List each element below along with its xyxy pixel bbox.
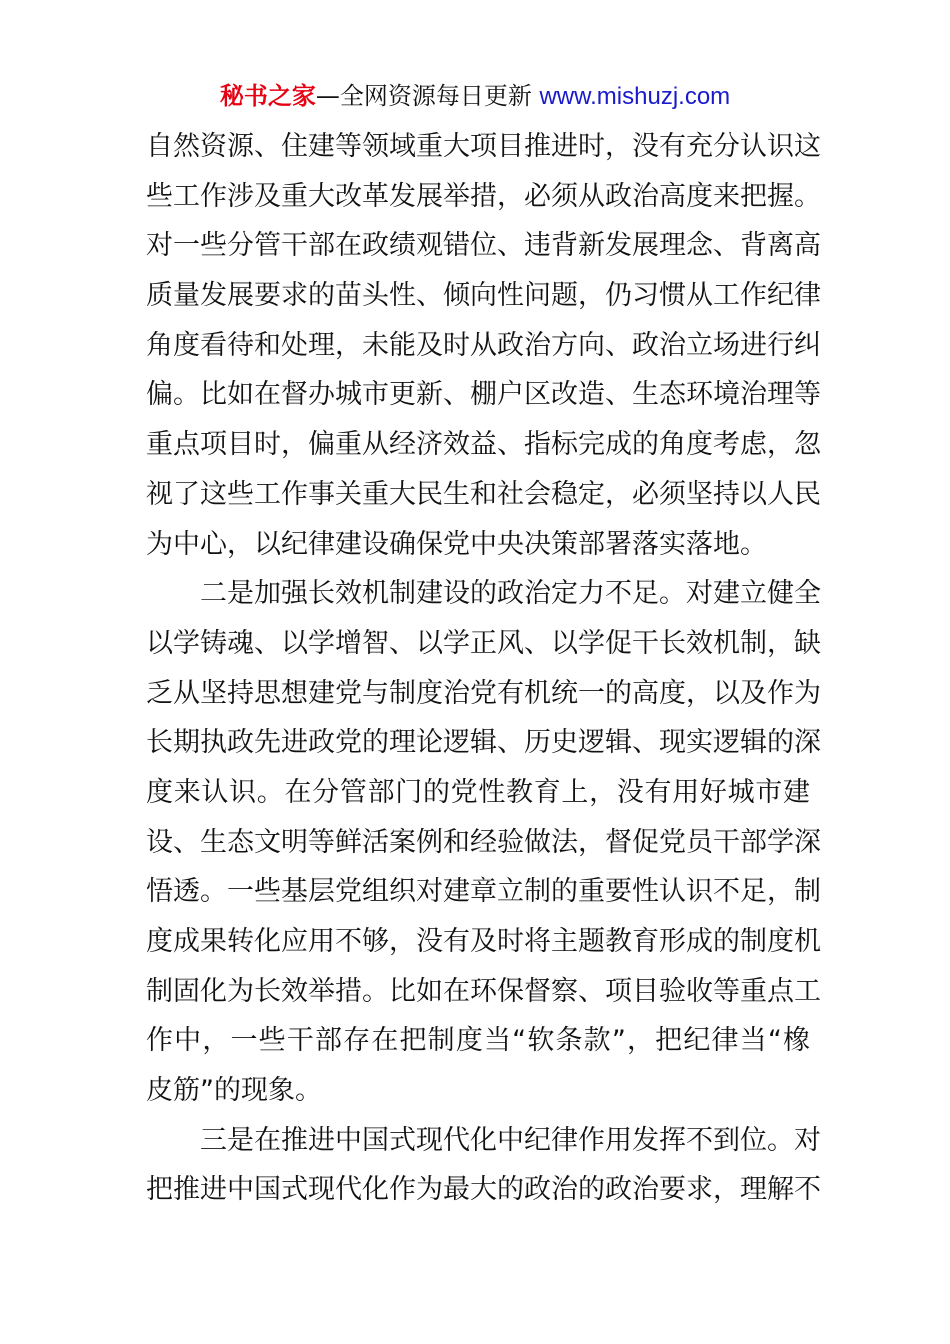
site-tagline: —全网资源每日更新 — [315, 82, 540, 110]
text-line: 为中心，以纪律建设确保党中央决策部署落实落地。 — [146, 528, 767, 560]
text-line: 设、生态文明等鲜活案例和经验做法，督促党员干部学深 — [146, 826, 821, 858]
text-line: 悟透。一些基层党组织对建章立制的重要性认识不足，制 — [146, 876, 821, 908]
text-line: 制固化为长效举措。比如在环保督察、项目验收等重点工 — [146, 975, 821, 1007]
text-line: 皮筋”的现象。 — [146, 1075, 322, 1107]
text-line: 以学铸魂、以学增智、以学正风、以学促干长效机制，缺 — [146, 627, 821, 659]
document-body — [146, 122, 821, 1215]
text-line: 视了这些工作事关重大民生和社会稳定，必须坚持以人民 — [146, 478, 821, 510]
site-brand: 秘书之家 — [219, 82, 316, 110]
site-url[interactable]: www.mishuzj.com — [539, 83, 731, 110]
text-line: 二是加强长效机制建设的政治定力不足。对建立健全 — [200, 578, 821, 610]
text-line: 度来认识。在分管部门的党性教育上，没有用好城市建 — [146, 776, 810, 808]
text-line: 偏。比如在督办城市更新、棚户区改造、生态环境治理等 — [146, 379, 821, 411]
text-line: 作中，一些干部存在把制度当“软条款”，把纪律当“橡 — [146, 1025, 810, 1057]
text-line: 重点项目时，偏重从经济效益、指标完成的角度考虑，忽 — [146, 429, 821, 461]
text-line: 质量发展要求的苗头性、倾向性问题，仍习惯从工作纪律 — [146, 280, 821, 312]
text-line: 长期执政先进政党的理论逻辑、历史逻辑、现实逻辑的深 — [146, 727, 821, 759]
text-line: 三是在推进中国式现代化中纪律作用发挥不到位。对 — [200, 1124, 821, 1156]
text-line: 度成果转化应用不够，没有及时将主题教育形成的制度机 — [146, 926, 821, 957]
text-line: 自然资源、住建等领域重大项目推进时，没有充分认识这 — [146, 131, 821, 162]
text-line: 对一些分管干部在政绩观错位、违背新发展理念、背离高 — [146, 230, 821, 262]
text-line: 乏从坚持思想建党与制度治党有机统一的高度，以及作为 — [146, 677, 821, 709]
text-line: 把推进中国式现代化作为最大的政治的政治要求，理解不 — [146, 1174, 821, 1206]
page-header — [0, 80, 950, 113]
text-line: 角度看待和处理，未能及时从政治方向、政治立场进行纠 — [146, 329, 821, 361]
text-line: 些工作涉及重大改革发展举措，必须从政治高度来把握。 — [146, 180, 821, 212]
